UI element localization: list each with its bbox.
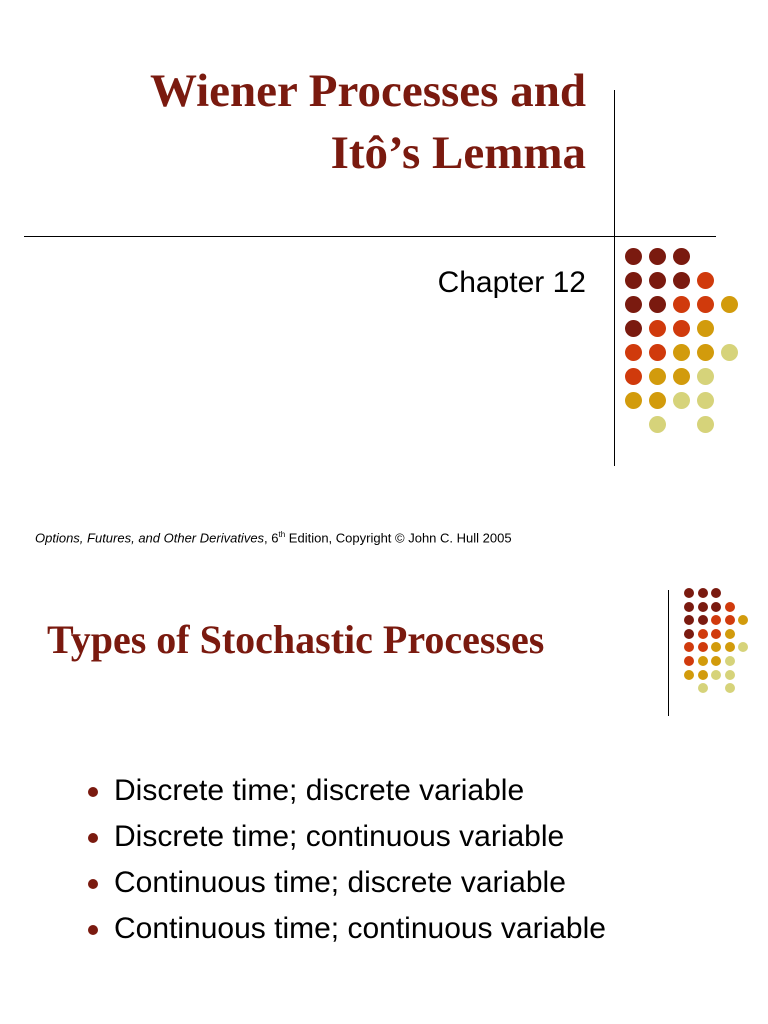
decorative-dot — [725, 615, 735, 625]
decorative-dot — [711, 588, 721, 598]
decorative-dot — [711, 629, 721, 639]
decorative-dot — [698, 602, 708, 612]
decorative-dot — [649, 416, 666, 433]
decorative-dot — [649, 320, 666, 337]
bullet-item: Continuous time; continuous variable — [88, 906, 606, 952]
decorative-dot — [738, 642, 748, 652]
decorative-dot — [697, 344, 714, 361]
decorative-dot — [698, 642, 708, 652]
decorative-dot — [684, 629, 694, 639]
decorative-dot — [684, 670, 694, 680]
content-slide — [0, 576, 768, 1024]
decorative-dot — [684, 656, 694, 666]
bullet-item: Discrete time; continuous variable — [88, 814, 606, 860]
bullet-item: Discrete time; discrete variable — [88, 768, 606, 814]
decorative-dot — [725, 683, 735, 693]
chapter-subtitle: Chapter 12 — [437, 266, 586, 299]
decorative-dot — [725, 670, 735, 680]
book-title: Options, Futures, and Other Derivatives — [35, 530, 265, 546]
decorative-dot — [625, 248, 642, 265]
decorative-dot — [721, 296, 738, 313]
decorative-dot — [697, 416, 714, 433]
vertical-divider — [614, 90, 615, 466]
decorative-dot — [625, 368, 642, 385]
decorative-dot — [649, 272, 666, 289]
decorative-dot — [673, 368, 690, 385]
decorative-dot — [698, 683, 708, 693]
decorative-dot — [684, 602, 694, 612]
copyright-text: Edition, Copyright © John C. Hull 2005 — [285, 530, 512, 546]
decorative-dot — [625, 344, 642, 361]
decorative-dot — [711, 642, 721, 652]
decorative-dot — [698, 588, 708, 598]
decorative-dot — [697, 320, 714, 337]
decorative-dot — [649, 248, 666, 265]
decorative-dot — [698, 615, 708, 625]
vertical-divider — [668, 590, 669, 716]
decorative-dot — [684, 642, 694, 652]
slide-title-line-1: Wiener Processes and — [149, 65, 586, 117]
decorative-dot — [711, 602, 721, 612]
decorative-dot — [711, 670, 721, 680]
decorative-dot — [738, 615, 748, 625]
decorative-dot — [673, 248, 690, 265]
decorative-dot — [684, 588, 694, 598]
decorative-dot — [721, 344, 738, 361]
decorative-dot — [649, 296, 666, 313]
decorative-dot — [673, 272, 690, 289]
bullet-item: Continuous time; discrete variable — [88, 860, 606, 906]
decorative-dot — [625, 320, 642, 337]
decorative-dot — [625, 272, 642, 289]
edition-suffix: th — [278, 530, 286, 539]
decorative-dot — [673, 392, 690, 409]
slide-title: Types of Stochastic Processes — [47, 617, 545, 662]
copyright-footer — [35, 530, 512, 545]
decorative-dot — [684, 615, 694, 625]
decorative-dot — [697, 368, 714, 385]
decorative-dot — [649, 368, 666, 385]
decorative-dot — [725, 642, 735, 652]
decorative-dot — [725, 602, 735, 612]
decorative-dot — [673, 296, 690, 313]
decorative-dot — [725, 629, 735, 639]
edition-number: , 6 — [264, 530, 279, 546]
decorative-dot — [625, 296, 642, 313]
decorative-dot — [649, 392, 666, 409]
bullet-list — [88, 768, 606, 952]
decorative-dot — [673, 320, 690, 337]
decorative-dot — [697, 272, 714, 289]
decorative-dot — [673, 344, 690, 361]
decorative-dot — [698, 670, 708, 680]
decorative-dot — [711, 656, 721, 666]
horizontal-divider — [24, 236, 716, 237]
decorative-dot — [711, 615, 721, 625]
slide-title-line-2: Itô’s Lemma — [330, 127, 586, 179]
decorative-dot — [698, 656, 708, 666]
decorative-dot — [698, 629, 708, 639]
decorative-dot — [725, 656, 735, 666]
decorative-dot — [697, 296, 714, 313]
slide-title — [26, 60, 586, 184]
decorative-dot — [649, 344, 666, 361]
decorative-dot — [697, 392, 714, 409]
decorative-dot — [625, 392, 642, 409]
